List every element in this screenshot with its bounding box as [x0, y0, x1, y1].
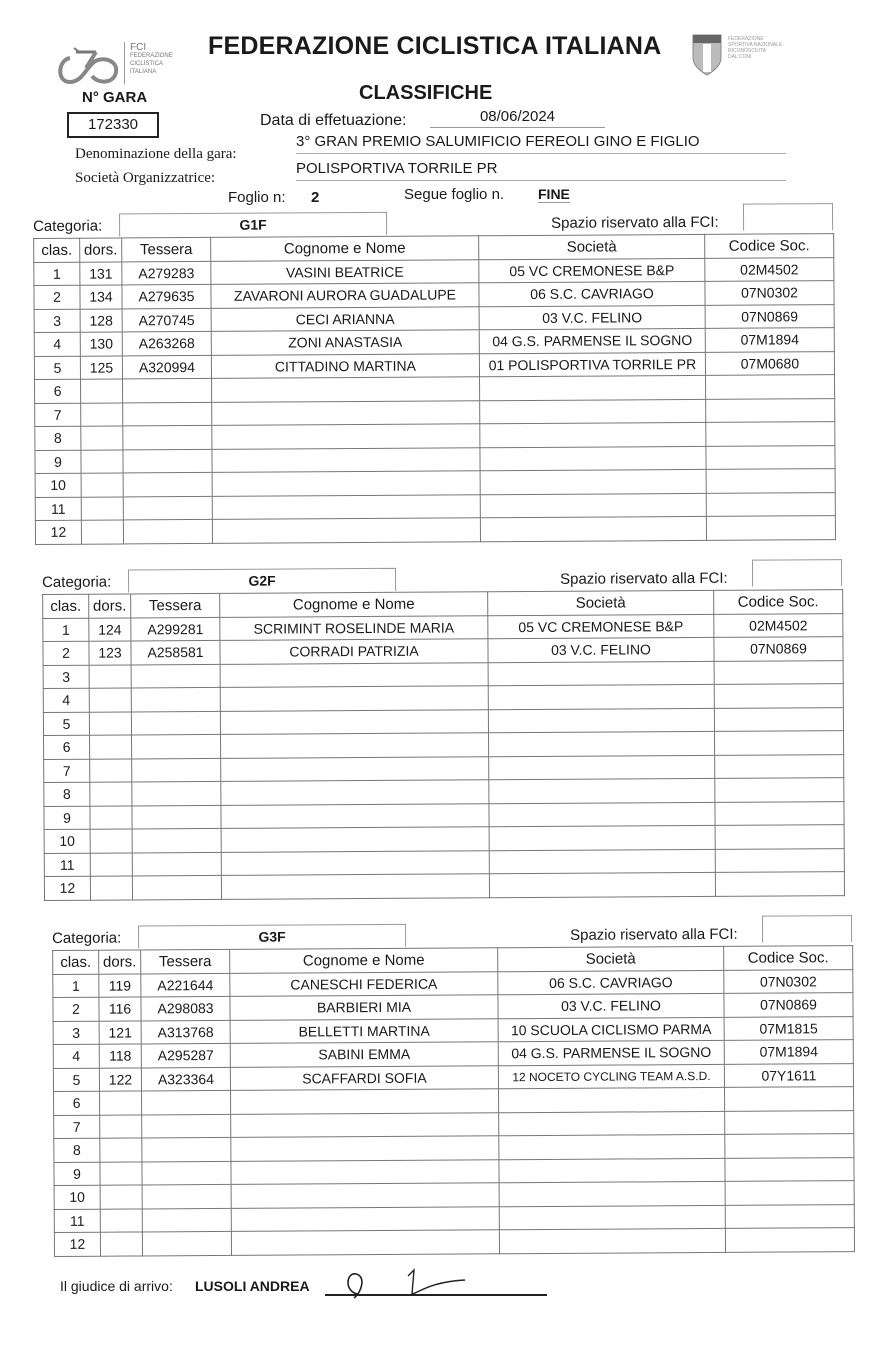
cell-codice [725, 1110, 854, 1134]
cell-nome [212, 518, 480, 543]
sheet-number-value: 2 [311, 189, 320, 206]
fci-reserved-box [762, 915, 852, 943]
date-value: 08/06/2024 [430, 108, 605, 128]
cell-codice: 07M1894 [724, 1040, 853, 1064]
organizer-value: POLISPORTIVA TORRILE PR [296, 160, 786, 181]
cell-codice [725, 1134, 854, 1158]
cell-nome [212, 447, 480, 472]
category-label: Categoria: [52, 929, 122, 947]
cell-clas: 11 [44, 853, 90, 877]
cell-nome: BARBIERI MIA [230, 995, 498, 1020]
cell-clas: 6 [44, 735, 90, 759]
cell-dors [89, 664, 131, 688]
cell-nome [221, 780, 489, 805]
cell-societa [499, 1111, 725, 1136]
cell-clas: 9 [35, 450, 81, 474]
cell-codice: 07M0680 [705, 351, 834, 375]
cell-societa [480, 446, 706, 471]
cell-societa [499, 1181, 725, 1206]
cell-societa [499, 1228, 725, 1253]
cell-codice: 07M1815 [724, 1016, 853, 1040]
cell-codice: 07N0869 [705, 304, 834, 328]
date-label: Data di effetuazione: [260, 112, 407, 129]
cell-dors: 128 [80, 308, 122, 332]
cell-clas: 8 [35, 426, 81, 450]
cell-nome [212, 494, 480, 519]
race-name-value: 3° GRAN PREMIO SALUMIFICIO FEREOLI GINO E FIGLIO [296, 133, 786, 154]
cell-nome [212, 400, 480, 425]
cell-tessera [142, 1161, 231, 1185]
results-table [33, 233, 836, 544]
cell-tessera [142, 1137, 231, 1161]
cell-clas: 5 [53, 1068, 99, 1092]
cell-codice: 07N0302 [724, 969, 853, 993]
cell-dors: 124 [89, 617, 131, 641]
column-header-dors: dors. [80, 238, 122, 262]
cell-codice [715, 778, 844, 802]
cell-tessera: A279635 [122, 284, 211, 308]
cell-nome: CANESCHI FEDERICA [230, 971, 498, 996]
cell-tessera [123, 378, 212, 402]
cell-codice [715, 872, 844, 896]
cell-societa: 06 S.C. CAVRIAGO [479, 281, 705, 306]
cell-dors: 134 [80, 285, 122, 309]
cell-codice [705, 375, 834, 399]
fci-reserved-box [752, 559, 842, 587]
cell-societa [488, 684, 714, 709]
cell-dors [81, 449, 123, 473]
cell-tessera: A263268 [122, 331, 211, 355]
cell-codice [706, 422, 835, 446]
fci-logo [56, 38, 186, 88]
cell-societa [480, 516, 706, 541]
cell-clas: 1 [34, 262, 80, 286]
cell-dors [100, 1208, 142, 1232]
cell-dors: 121 [99, 1020, 141, 1044]
cell-clas: 4 [43, 688, 89, 712]
cell-nome [231, 1136, 499, 1161]
cell-tessera: A279283 [122, 261, 211, 285]
cell-societa [499, 1134, 725, 1159]
cell-clas: 9 [54, 1162, 100, 1186]
cell-dors [90, 782, 132, 806]
cell-nome [212, 377, 480, 402]
cell-clas: 7 [35, 403, 81, 427]
cell-tessera: A221644 [141, 973, 230, 997]
column-header-nome: Cognome e Nome [220, 592, 488, 617]
cell-codice [714, 660, 843, 684]
cell-dors [100, 1185, 142, 1209]
signature-icon [330, 1262, 490, 1302]
cell-dors [100, 1138, 142, 1162]
category-label: Categoria: [33, 217, 103, 235]
column-header-tessera: Tessera [131, 593, 220, 617]
cell-codice: 07N0869 [724, 993, 853, 1017]
cell-nome: BELLETTI MARTINA [230, 1018, 498, 1043]
cell-clas: 2 [53, 997, 99, 1021]
cell-dors [81, 496, 123, 520]
category-block [33, 209, 835, 544]
cell-dors [100, 1091, 142, 1115]
cell-tessera: A299281 [131, 617, 220, 641]
cell-tessera [132, 734, 221, 758]
cell-dors [100, 1232, 142, 1256]
column-header-nome: Cognome e Nome [211, 236, 479, 261]
cell-nome [212, 424, 480, 449]
cell-dors: 116 [99, 997, 141, 1021]
cell-societa [489, 755, 715, 780]
cell-tessera [123, 402, 212, 426]
cell-tessera: A295287 [141, 1043, 230, 1067]
cycling-logo-icon [56, 38, 122, 88]
cell-dors [90, 876, 132, 900]
cell-nome [221, 803, 489, 828]
cell-codice [714, 731, 843, 755]
cell-clas: 1 [53, 974, 99, 998]
cell-tessera: A323364 [141, 1067, 230, 1091]
fci-reserved-label: Spazio riservato alla FCI: [560, 569, 728, 588]
column-header-tessera: Tessera [122, 237, 211, 261]
cell-societa [499, 1205, 725, 1230]
cell-nome [231, 1230, 499, 1255]
cell-dors [100, 1161, 142, 1185]
cell-clas: 2 [43, 641, 89, 665]
cell-codice: 07M1894 [705, 328, 834, 352]
cell-clas: 3 [43, 665, 89, 689]
race-name-label: Denominazione della gara: [75, 146, 237, 162]
cell-clas: 5 [34, 356, 80, 380]
column-header-dors: dors. [99, 950, 141, 974]
cell-codice [706, 469, 835, 493]
cell-dors [81, 402, 123, 426]
cell-nome [231, 1206, 499, 1231]
italia-shield-icon [692, 34, 722, 76]
coni-logo-text: FEDERAZIONE SPORTIVA NAZIONALE RICONOSCIUTA DAL CONI [728, 36, 783, 60]
cell-societa: 06 S.C. CAVRIAGO [498, 970, 724, 995]
cell-tessera [132, 852, 221, 876]
cell-societa [480, 422, 706, 447]
cell-codice [715, 754, 844, 778]
column-header-tessera: Tessera [141, 949, 230, 973]
column-header-societa: Società [498, 946, 724, 971]
cell-societa: 04 G.S. PARMENSE IL SOGNO [479, 328, 705, 353]
cell-dors [81, 473, 123, 497]
cell-dors: 130 [80, 332, 122, 356]
cell-clas: 6 [54, 1091, 100, 1115]
cell-codice [725, 1204, 854, 1228]
next-sheet-value: FINE [538, 186, 570, 202]
cell-nome: ZONI ANASTASIA [211, 330, 479, 355]
column-header-dors: dors. [89, 594, 131, 618]
cell-nome [231, 1112, 499, 1137]
cell-tessera [142, 1184, 231, 1208]
cell-clas: 1 [43, 618, 89, 642]
cell-tessera [132, 758, 221, 782]
column-header-clas: clas. [53, 950, 99, 974]
cell-nome [212, 471, 480, 496]
cell-codice [706, 492, 835, 516]
cell-nome [221, 756, 489, 781]
organizer-label: Società Organizzatrice: [75, 170, 216, 186]
cell-dors [89, 688, 131, 712]
cell-clas: 6 [35, 379, 81, 403]
cell-societa [489, 778, 715, 803]
cell-societa [488, 708, 714, 733]
cell-societa [480, 375, 706, 400]
fci-logo-text: FCI FEDERAZIONE CICLISTICA ITALIANA [130, 42, 173, 75]
cell-nome: CORRADI PATRIZIA [220, 639, 488, 664]
table-row [44, 872, 844, 900]
cell-societa [499, 1087, 725, 1112]
cell-tessera: A258581 [131, 640, 220, 664]
cell-nome: SABINI EMMA [230, 1042, 498, 1067]
column-header-clas: clas. [34, 238, 80, 262]
page-subtitle: CLASSIFICHE [359, 82, 493, 104]
fci-reserved-label: Spazio riservato alla FCI: [551, 213, 719, 232]
cell-societa [489, 849, 715, 874]
column-header-societa: Società [488, 590, 714, 615]
cell-clas: 10 [54, 1185, 100, 1209]
cell-clas: 4 [53, 1044, 99, 1068]
cell-tessera [131, 664, 220, 688]
cell-tessera [131, 687, 220, 711]
cell-tessera [132, 781, 221, 805]
sheet-number-label: Foglio n: [228, 189, 286, 206]
cell-tessera [142, 1208, 231, 1232]
cell-dors: 122 [99, 1067, 141, 1091]
judge-label: Il giudice di arrivo: [60, 1278, 173, 1294]
cell-dors [90, 758, 132, 782]
cell-tessera [142, 1114, 231, 1138]
cell-tessera: A313768 [141, 1020, 230, 1044]
cell-clas: 12 [35, 520, 81, 544]
coni-logo [692, 34, 822, 78]
column-header-clas: clas. [43, 594, 89, 618]
category-block [42, 565, 844, 900]
cell-dors [90, 829, 132, 853]
cell-societa [489, 872, 715, 897]
gara-label: N° GARA [82, 89, 148, 106]
cell-nome [231, 1183, 499, 1208]
cell-codice [706, 445, 835, 469]
judge-name: LUSOLI ANDREA [195, 1278, 310, 1294]
next-sheet-label: Segue foglio n. [404, 186, 505, 203]
cell-societa: 03 V.C. FELINO [498, 993, 724, 1018]
cell-societa: 05 VC CREMONESE B&P [479, 258, 705, 283]
cell-tessera: A298083 [141, 996, 230, 1020]
category-name: G3F [138, 924, 406, 949]
cell-clas: 3 [53, 1021, 99, 1045]
cell-tessera: A270745 [122, 308, 211, 332]
cell-societa [489, 825, 715, 850]
cell-dors [90, 805, 132, 829]
cell-societa: 03 V.C. FELINO [488, 637, 714, 662]
cell-codice [714, 684, 843, 708]
column-header-nome: Cognome e Nome [230, 948, 498, 973]
cell-dors: 123 [89, 641, 131, 665]
cell-tessera [123, 425, 212, 449]
cell-societa: 04 G.S. PARMENSE IL SOGNO [498, 1040, 724, 1065]
cell-codice [725, 1181, 854, 1205]
cell-codice: 02M4502 [714, 613, 843, 637]
cell-tessera [123, 519, 212, 543]
cell-nome [231, 1159, 499, 1184]
cell-codice [715, 825, 844, 849]
category-header [52, 921, 852, 950]
cell-codice [714, 707, 843, 731]
cell-codice [715, 801, 844, 825]
fci-reserved-label: Spazio riservato alla FCI: [570, 925, 738, 944]
cell-dors [89, 711, 131, 735]
cell-clas: 5 [43, 712, 89, 736]
cell-clas: 2 [34, 285, 80, 309]
cell-codice [706, 516, 835, 540]
category-header [33, 209, 833, 238]
cell-nome: ZAVARONI AURORA GUADALUPE [211, 283, 479, 308]
cell-societa [489, 731, 715, 756]
cell-codice [715, 848, 844, 872]
column-header-societa: Società [479, 234, 705, 259]
cell-codice: 07N0869 [714, 637, 843, 661]
cell-codice: 07N0302 [705, 281, 834, 305]
results-table [42, 589, 845, 900]
cell-dors [81, 520, 123, 544]
cell-societa [499, 1158, 725, 1183]
cell-nome: VASINI BEATRICE [211, 259, 479, 284]
cell-societa: 05 VC CREMONESE B&P [488, 614, 714, 639]
cell-nome [221, 733, 489, 758]
cell-tessera [142, 1090, 231, 1114]
cell-societa: 10 SCUOLA CICLISMO PARMA [498, 1017, 724, 1042]
cell-clas: 7 [54, 1115, 100, 1139]
cell-nome [221, 827, 489, 852]
cell-societa [480, 469, 706, 494]
cell-clas: 12 [44, 876, 90, 900]
cell-nome [221, 874, 489, 899]
category-name: G1F [119, 212, 387, 237]
table-row [54, 1228, 854, 1256]
cell-nome [220, 686, 488, 711]
cell-societa: 03 V.C. FELINO [479, 305, 705, 330]
column-header-codice: Codice Soc. [714, 590, 843, 614]
cell-tessera [132, 875, 221, 899]
cell-clas: 3 [34, 309, 80, 333]
cell-nome [220, 709, 488, 734]
cell-tessera [131, 711, 220, 735]
cell-societa [488, 661, 714, 686]
cell-tessera [132, 828, 221, 852]
cell-societa [480, 493, 706, 518]
cell-clas: 8 [44, 782, 90, 806]
category-block [52, 921, 854, 1256]
cell-codice: 07Y1611 [724, 1063, 853, 1087]
cell-tessera [123, 496, 212, 520]
cell-clas: 7 [44, 759, 90, 783]
results-table [52, 945, 855, 1256]
cell-clas: 11 [35, 497, 81, 521]
cell-dors: 118 [99, 1044, 141, 1068]
cell-nome [220, 662, 488, 687]
page-title: FEDERAZIONE CICLISTICA ITALIANA [208, 32, 662, 60]
cell-codice: 02M4502 [705, 257, 834, 281]
cell-dors [81, 426, 123, 450]
cell-dors [100, 1114, 142, 1138]
category-name: G2F [128, 568, 396, 593]
cell-codice [725, 1157, 854, 1181]
cell-clas: 8 [54, 1138, 100, 1162]
cell-nome [221, 850, 489, 875]
cell-clas: 10 [35, 473, 81, 497]
cell-dors: 119 [99, 973, 141, 997]
cell-tessera [132, 805, 221, 829]
table-row [35, 516, 835, 544]
category-label: Categoria: [42, 573, 112, 591]
cell-nome: CECI ARIANNA [211, 306, 479, 331]
cell-clas: 12 [54, 1232, 100, 1256]
cell-dors [90, 852, 132, 876]
cell-clas: 9 [44, 806, 90, 830]
cell-tessera [123, 449, 212, 473]
cell-clas: 4 [34, 332, 80, 356]
cell-dors: 125 [80, 355, 122, 379]
cell-tessera [142, 1231, 231, 1255]
cell-codice [706, 398, 835, 422]
cell-societa [480, 399, 706, 424]
cell-codice [725, 1228, 854, 1252]
cell-codice [724, 1087, 853, 1111]
cell-dors [90, 735, 132, 759]
cell-societa [489, 802, 715, 827]
cell-societa: 01 POLISPORTIVA TORRILE PR [479, 352, 705, 377]
fci-reserved-box [743, 203, 833, 231]
cell-nome: SCAFFARDI SOFIA [230, 1065, 498, 1090]
cell-dors: 131 [80, 261, 122, 285]
cell-nome: SCRIMINT ROSELINDE MARIA [220, 615, 488, 640]
gara-number: 172330 [67, 112, 159, 138]
category-header [42, 565, 842, 594]
cell-clas: 11 [54, 1209, 100, 1233]
cell-tessera [123, 472, 212, 496]
cell-societa: 12 NOCETO CYCLING TEAM A.S.D. [498, 1064, 724, 1089]
cell-nome [231, 1089, 499, 1114]
cell-tessera: A320994 [122, 355, 211, 379]
cell-clas: 10 [44, 829, 90, 853]
cell-nome: CITTADINO MARTINA [211, 353, 479, 378]
column-header-codice: Codice Soc. [724, 946, 853, 970]
column-header-codice: Codice Soc. [705, 234, 834, 258]
cell-dors [81, 379, 123, 403]
